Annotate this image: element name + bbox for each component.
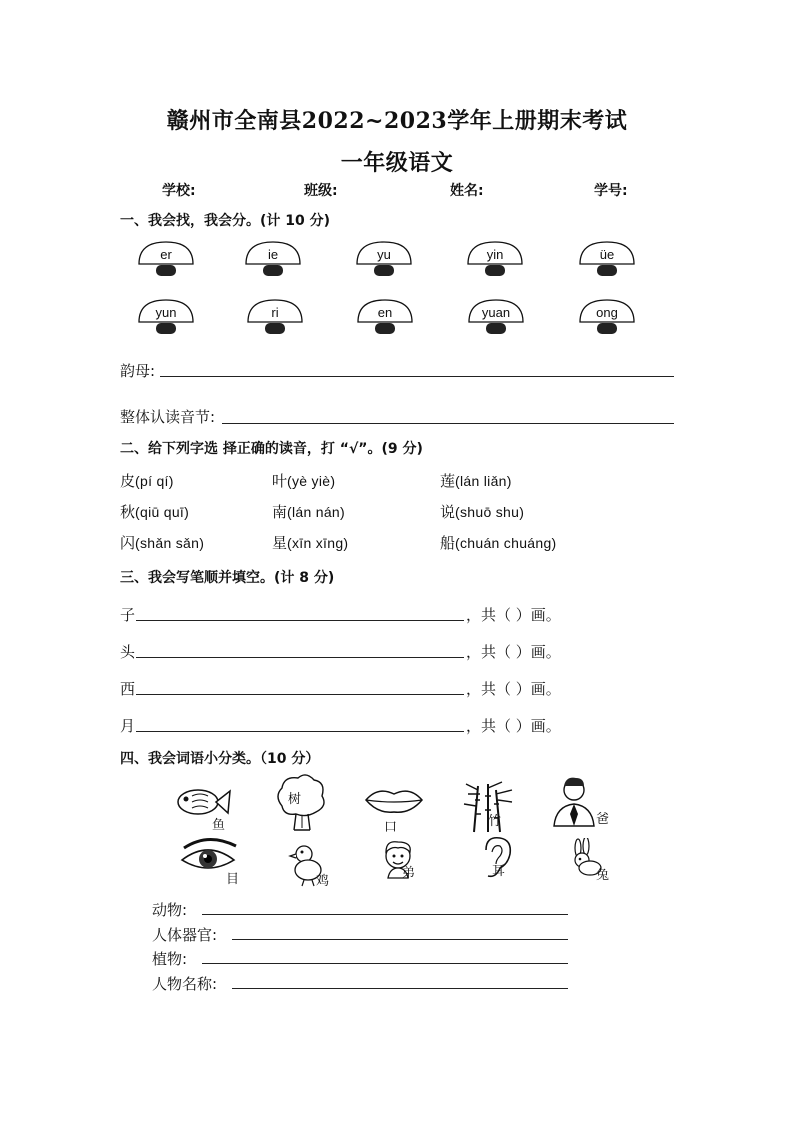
stroke-character: 子 xyxy=(120,606,136,624)
pinyin-text: ie xyxy=(267,247,279,262)
pinyin-text: ri xyxy=(271,305,279,320)
character: 叶 xyxy=(272,472,288,490)
pinyin-text: yuan xyxy=(481,305,511,320)
character: 闪 xyxy=(120,534,136,552)
picture-label: 兔 xyxy=(596,868,610,883)
stroke-order-line[interactable] xyxy=(136,694,464,695)
pinyin-choice[interactable] xyxy=(440,501,524,522)
stroke-character: 月 xyxy=(120,717,136,735)
picture-card xyxy=(286,840,350,904)
pinyin-text: yun xyxy=(155,305,177,320)
exam-title: 赣州市全南县2022~2023学年上册期末考试 xyxy=(166,108,628,134)
section3-heading: 三、我会写笔顺并填空。(计 8 分) xyxy=(120,570,335,586)
pinyin-options: (chuán chuáng) xyxy=(455,535,557,551)
stroke-count-blank[interactable]: ，共（ ）画。 xyxy=(466,643,561,661)
fish-icon xyxy=(172,774,236,838)
character: 秋 xyxy=(120,503,136,521)
ear-icon xyxy=(474,834,538,898)
picture-card xyxy=(552,772,616,836)
category-animals-label: 动物: xyxy=(152,901,188,919)
picture-card xyxy=(178,834,242,898)
stroke-count-blank[interactable]: ，共（ ）画。 xyxy=(466,680,561,698)
category-animals-line[interactable] xyxy=(202,914,568,915)
stroke-character: 头 xyxy=(120,643,136,661)
pinyin-choice[interactable] xyxy=(272,532,348,553)
stroke-count-blank[interactable]: ，共（ ）画。 xyxy=(466,717,561,735)
category-people-label: 人物名称: xyxy=(152,975,218,993)
pinyin-options: (qiū quī) xyxy=(135,504,190,520)
category-organs-label: 人体器官: xyxy=(152,926,218,944)
section2-heading: 二、给下列字选 择正确的读音，打 “√”。(9 分) xyxy=(120,441,423,457)
pinyin-options: (lán nán) xyxy=(287,504,345,520)
stroke-order-row xyxy=(120,641,135,662)
character: 皮 xyxy=(120,472,136,490)
pinyin-choice[interactable] xyxy=(440,532,557,553)
pinyin-text: yin xyxy=(486,247,504,262)
stroke-order-line[interactable] xyxy=(136,620,464,621)
picture-card xyxy=(362,780,426,844)
picture-card xyxy=(172,774,236,838)
mushroom-card xyxy=(467,298,525,338)
stroke-count-blank[interactable]: ，共（ ）画。 xyxy=(466,606,561,624)
character: 船 xyxy=(440,534,456,552)
class-label: 班级: xyxy=(304,183,338,199)
stroke-order-row xyxy=(120,715,135,736)
picture-label: 口 xyxy=(384,820,398,835)
character: 说 xyxy=(440,503,456,521)
stroke-order-row xyxy=(120,604,135,625)
mushroom-card xyxy=(137,298,195,338)
mushroom-card xyxy=(356,298,414,338)
mushroom-card xyxy=(578,298,636,338)
pinyin-text: en xyxy=(377,305,393,320)
category-plants-line[interactable] xyxy=(202,963,568,964)
pinyin-choice[interactable] xyxy=(272,501,345,522)
pinyin-text: yu xyxy=(377,247,391,262)
stroke-order-row xyxy=(120,678,135,699)
mushroom-card xyxy=(355,240,413,280)
pinyin-text: er xyxy=(160,247,172,262)
picture-label: 目 xyxy=(226,872,240,887)
name-label: 姓名: xyxy=(450,183,484,199)
picture-label: 耳 xyxy=(492,864,506,879)
pinyin-choice[interactable] xyxy=(120,532,204,553)
character: 星 xyxy=(272,534,288,552)
school-label: 学校: xyxy=(162,183,196,199)
picture-label: 竹 xyxy=(488,814,502,829)
picture-label: 树 xyxy=(288,792,302,807)
pinyin-options: (lán liǎn) xyxy=(455,473,512,489)
whole-syllable-label: 整体认读音节: xyxy=(120,408,216,426)
pinyin-options: (shuō shu) xyxy=(455,504,525,520)
mushroom-card xyxy=(466,240,524,280)
picture-label: 弟 xyxy=(402,866,416,881)
pinyin-options: (shǎn sǎn) xyxy=(135,535,205,551)
pinyin-text: ong xyxy=(596,305,618,320)
picture-label: 鱼 xyxy=(212,818,226,833)
stroke-order-line[interactable] xyxy=(136,731,464,732)
category-people-line[interactable] xyxy=(232,988,568,989)
picture-label: 爸 xyxy=(596,812,610,827)
mushroom-card xyxy=(244,240,302,280)
number-label: 学号: xyxy=(594,183,628,199)
section1-heading: 一、我会找，我会分。(计 10 分) xyxy=(120,213,331,229)
exam-subtitle: 一年级语文 xyxy=(340,150,454,176)
stroke-order-line[interactable] xyxy=(136,657,464,658)
character: 莲 xyxy=(440,472,456,490)
pinyin-options: (pí qí) xyxy=(135,473,174,489)
pinyin-choice[interactable] xyxy=(120,470,174,491)
character: 南 xyxy=(272,503,288,521)
pinyin-options: (yè yiè) xyxy=(287,473,336,489)
tree-icon xyxy=(272,772,336,836)
picture-card xyxy=(566,838,630,902)
category-organs-line[interactable] xyxy=(232,939,568,940)
pinyin-choice[interactable] xyxy=(272,470,335,491)
section4-heading: 四、我会词语小分类。（10 分） xyxy=(120,751,320,767)
stroke-character: 西 xyxy=(120,680,136,698)
eye-icon xyxy=(178,834,242,898)
whole-syllable-answer-line[interactable] xyxy=(222,423,674,424)
pinyin-choice[interactable] xyxy=(120,501,189,522)
mushroom-card xyxy=(578,240,636,280)
picture-label: 鸡 xyxy=(316,874,330,889)
picture-card xyxy=(474,834,538,898)
finals-label: 韵母: xyxy=(120,362,156,380)
picture-card xyxy=(272,772,336,836)
picture-card xyxy=(378,836,442,900)
pinyin-choice[interactable] xyxy=(440,470,512,491)
pinyin-text: üe xyxy=(599,247,615,262)
category-plants-label: 植物: xyxy=(152,950,188,968)
pinyin-options: (xīn xīng) xyxy=(287,535,349,551)
mushroom-card xyxy=(246,298,304,338)
finals-answer-line[interactable] xyxy=(160,376,674,377)
mushroom-card xyxy=(137,240,195,280)
